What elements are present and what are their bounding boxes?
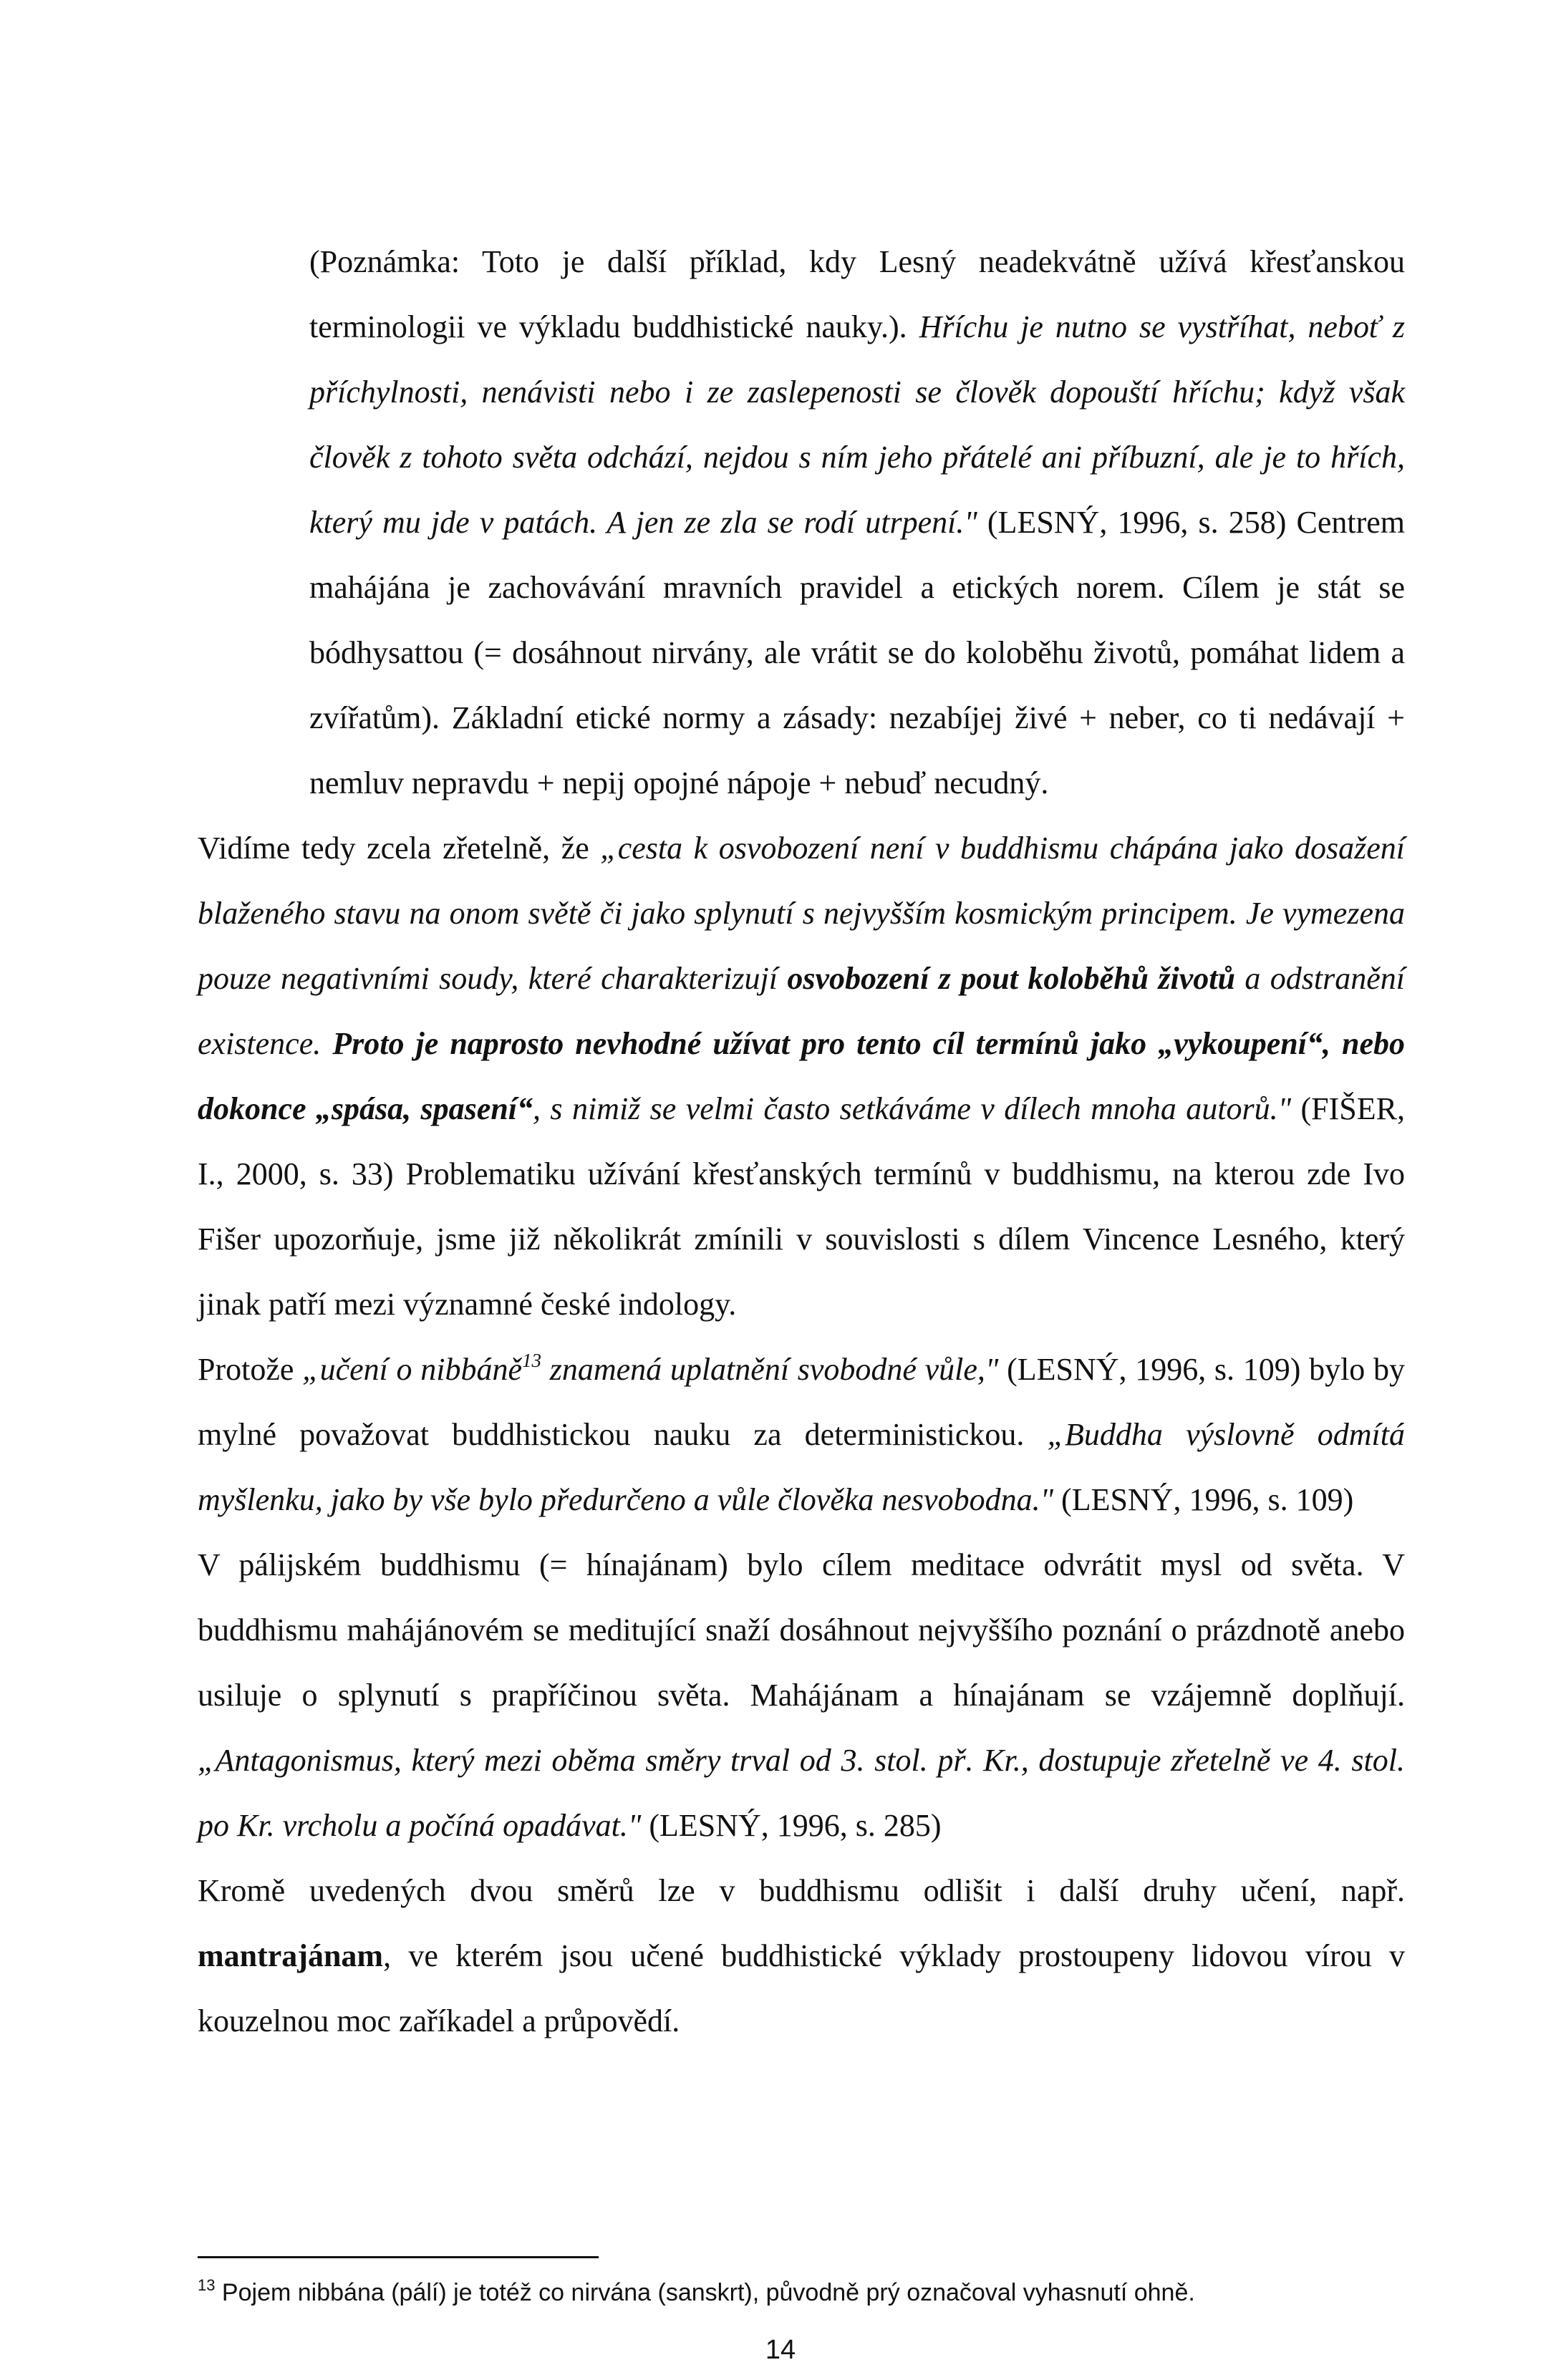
text-run: V pálijském buddhismu (= hínajánam) bylo cílem meditace odvrátit mysl od světa. V buddhismu mahájánovém se meditující snaží dosáhnout nejvyššího poznání o prázdnotě anebo usiluje o splynutí s prapříčinou světa. Mahájánam a hínajánam se vzájemně doplňují. — [198, 1547, 1405, 1713]
paragraph-1 — [198, 229, 1405, 816]
emphasis-quote: osvobození z pout koloběhů životů — [787, 961, 1235, 996]
text-run: Kromě uvedených dvou směrů lze v buddhismu odlišit i další druhy učení, např. — [198, 1873, 1405, 1908]
paragraph-5 — [198, 1858, 1405, 2054]
body-text — [198, 229, 1405, 2054]
footnote — [198, 2277, 1415, 2308]
footnote-number: 13 — [198, 2276, 216, 2294]
bold-term: mantrajánam — [198, 1938, 384, 1973]
citation-quote: a odstranění existence. — [198, 961, 1405, 1061]
text-run: , ve kterém jsou učené buddhistické výklady prostoupeny lidovou vírou v kouzelnou moc zaříkadel a průpovědí. — [198, 1938, 1405, 2038]
footnote-text: Pojem nibbána (pálí) je totéž co nirvána (sanskrt), původně prý označoval vyhasnutí ohně. — [215, 2279, 1195, 2306]
footnote-separator — [198, 2256, 599, 2258]
citation-quote: „učení o nibbáně — [302, 1352, 523, 1387]
text-run: Vidíme tedy zcela zřetelně, že — [198, 831, 601, 866]
text-run: (LESNÝ, 1996, s. 109) — [1053, 1482, 1354, 1517]
emphasis-quote: Proto je naprosto nevhodné užívat pro tento cíl termínů jako „vykoupení“, nebo dokonce „spása, spasení“ — [198, 1026, 1405, 1126]
text-run: (LESNÝ, 1996, s. 285) — [641, 1808, 942, 1843]
text-run: (Poznámka: Toto je další příklad, kdy Lesný neadekvátně užívá křesťanskou terminologii ve výkladu buddhistické nauky.). — [309, 244, 1405, 344]
citation-quote: , s nimiž se velmi často setkáváme v dílech mnoha autorů." — [533, 1091, 1292, 1126]
text-run: (FIŠER, I., 2000, s. 33) Problematiku užívání křesťanských termínů v buddhismu, na kterou zde Ivo Fišer upozorňuje, jsme již několikrát zmínili v souvislosti s dílem Vincence Lesného, který jinak patří mezi významné české indology. — [198, 1091, 1405, 1322]
citation-quote: „Buddha výslovně odmítá myšlenku, jako by vše bylo předurčeno a vůle člověka nesvobodna." — [198, 1417, 1405, 1517]
text-run: (LESNÝ, 1996, s. 258) Centrem mahájána je zachovávání mravních pravidel a etických norem. Cílem je stát se bódhysattou (= dosáhnout nirvány, ale vrátit se do koloběhu životů, pomáhat lidem a zvířatům). Základní etické normy a zásady: nezabíjej živé + neber, co ti nedávají + nemluv nepravdu + nepij opojné nápoje + nebuď necudný. — [309, 505, 1406, 800]
citation-quote: „Antagonismus, který mezi oběma směry trval od 3. stol. př. Kr., dostupuje zřetelně ve 4. stol. po Kr. vrcholu a počíná opadávat." — [198, 1743, 1405, 1843]
paragraph-2 — [198, 816, 1405, 1337]
text-run: (LESNÝ, 1996, s. 109) bylo by mylné považovat buddhistickou nauku za deterministickou. — [198, 1352, 1406, 1452]
text-run: Protože — [198, 1352, 303, 1387]
citation-quote: „cesta k osvobození není v buddhismu chápána jako dosažení blaženého stavu na onom světě či jako splynutí s nejvyšším kosmickým principem. Je vymezena pouze negativními soudy, které charakterizují — [198, 831, 1406, 996]
citation-quote: Hříchu je nutno se vystříhat, neboť z příchylnosti, nenávisti nebo i ze zaslepenosti se člověk dopouští hříchu; když však člověk z tohoto světa odchází, nejdou s ním jeho přátelé ani příbuzní, ale je to hřích, který mu jde v patách. A jen ze zla se rodí utrpení." — [309, 309, 1405, 540]
footnote-reference: 13 — [522, 1350, 542, 1371]
citation-quote: znamená uplatnění svobodné vůle," — [541, 1352, 999, 1387]
page-number: 14 — [765, 2335, 796, 2365]
paragraph-4 — [198, 1532, 1405, 1858]
paragraph-3 — [198, 1337, 1405, 1532]
